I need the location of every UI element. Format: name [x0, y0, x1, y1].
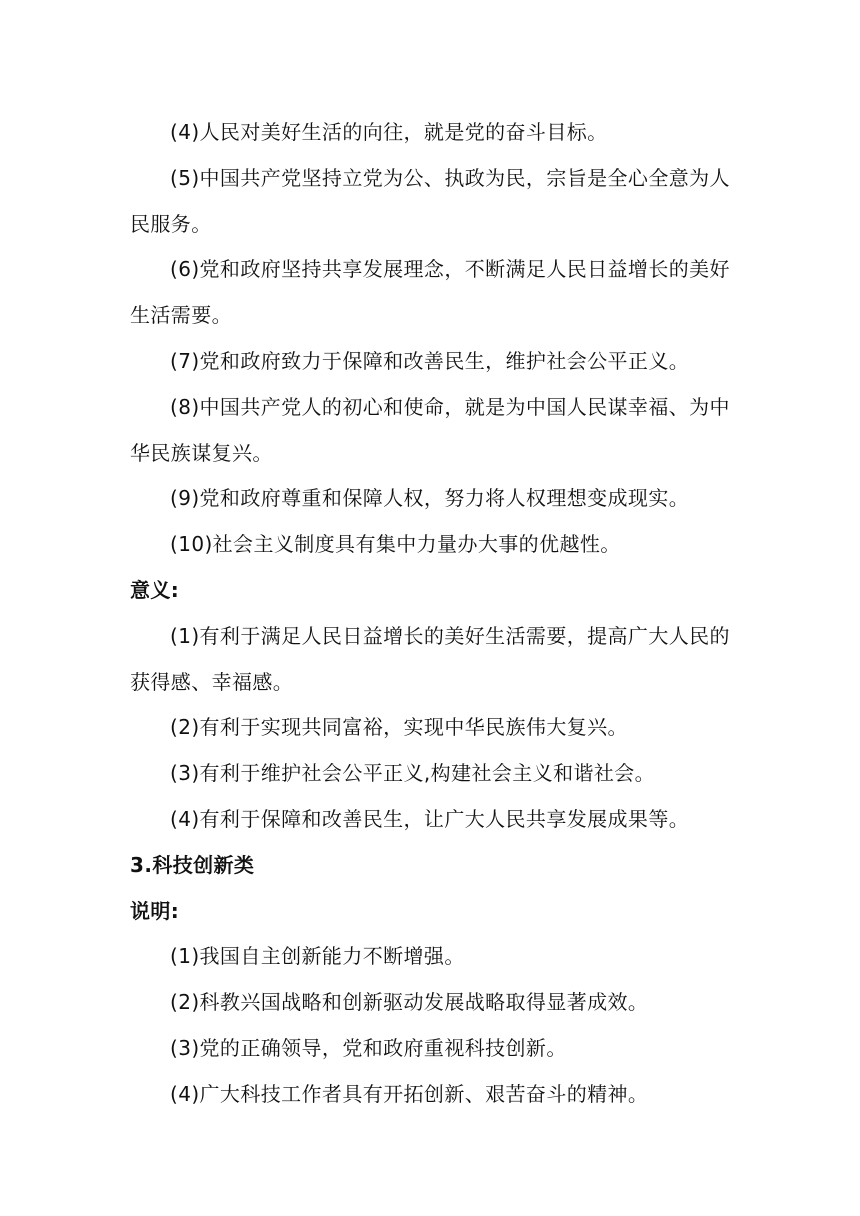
paragraph-significance-3: (3)有利于维护社会公平正义,构建社会主义和谐社会。 [170, 761, 656, 786]
paragraph-point-4-aspiration: (4)人民对美好生活的向往，就是党的奋斗目标。 [170, 120, 608, 144]
paragraph-point-8-mission: (8)中国共产党人的初心和使命，就是为中国人民谋幸福、为中华民族谋复兴。 [130, 394, 730, 465]
paragraph-point-10-socialist-system: (10)社会主义制度具有集中力量办大事的优越性。 [170, 532, 621, 557]
paragraph-point-6-shared-development: (6)党和政府坚持共享发展理念，不断满足人民日益增长的美好生活需要。 [130, 257, 730, 328]
paragraph-explanation-2: (2)科教兴国战略和创新驱动发展战略取得显著成效。 [170, 990, 649, 1015]
paragraph-point-7-livelihood: (7)党和政府致力于保障和改善民生，维护社会公平正义。 [170, 348, 690, 373]
paragraph-significance-1: (1)有利于满足人民日益增长的美好生活需要，提高广大人民的获得感、幸福感。 [130, 623, 730, 694]
paragraph-significance-4: (4)有利于保障和改善民生，让广大人民共享发展成果等。 [170, 806, 690, 831]
paragraph-explanation-1: (1)我国自主创新能力不断增强。 [170, 944, 465, 969]
section-heading-tech-innovation: 3.科技创新类 [130, 852, 255, 877]
paragraph-point-9-human-rights: (9)党和政府尊重和保障人权，努力将人权理想变成现实。 [170, 486, 690, 511]
paragraph-significance-2: (2)有利于实现共同富裕，实现中华民族伟大复兴。 [170, 715, 628, 740]
paragraph-explanation-3: (3)党的正确领导，党和政府重视科技创新。 [170, 1035, 567, 1060]
section-heading-explanation: 说明: [130, 898, 180, 923]
paragraph-point-5-party-purpose: (5)中国共产党坚持立党为公、执政为民，宗旨是全心全意为人民服务。 [130, 165, 730, 236]
paragraph-explanation-4: (4)广大科技工作者具有开拓创新、艰苦奋斗的精神。 [170, 1081, 649, 1106]
section-heading-significance: 意义: [130, 577, 180, 602]
